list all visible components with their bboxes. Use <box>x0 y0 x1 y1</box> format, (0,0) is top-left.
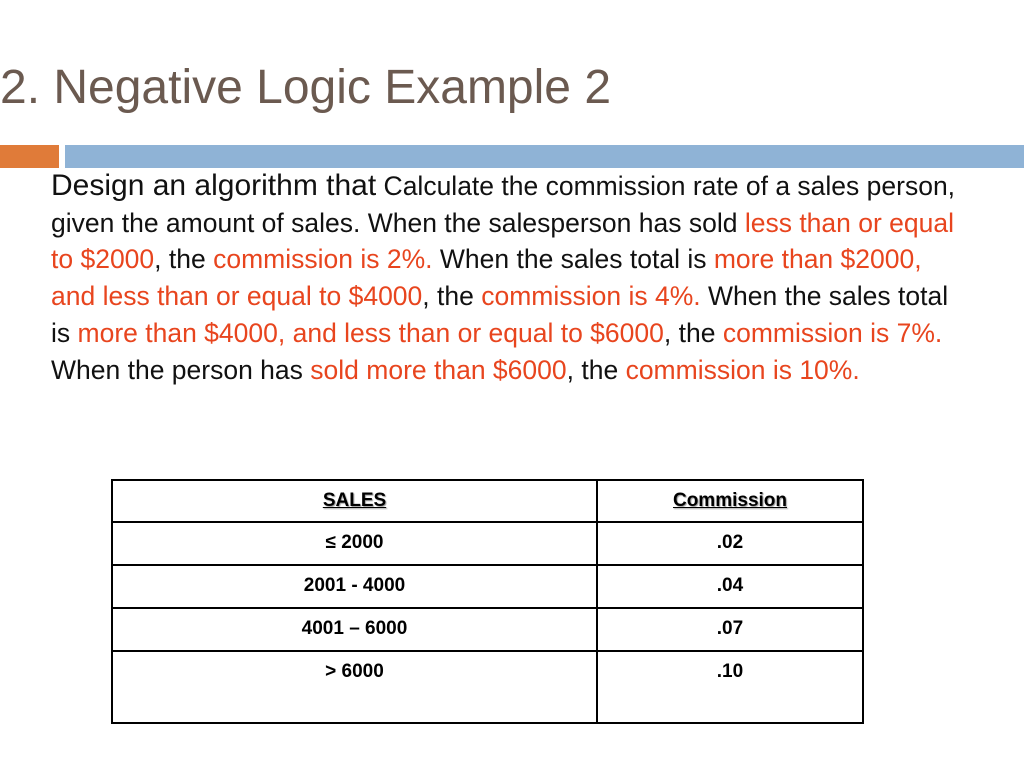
statement-text: , the <box>154 244 214 275</box>
highlight-condition-3: more than $4000, and less than or equal to $6000 <box>77 317 664 348</box>
table-row <box>112 522 863 565</box>
sales-cell: 4001 – 6000 <box>112 608 597 651</box>
sales-cell: > 6000 <box>112 651 597 723</box>
table-row <box>112 565 863 608</box>
highlight-rate-4: commission is 10%. <box>625 354 860 385</box>
statement-text: When the sales total is <box>51 281 949 348</box>
table-row <box>112 651 863 723</box>
commission-cell: .10 <box>597 651 863 723</box>
highlight-condition-2: more than $2000, and less than or equal to $4000 <box>51 244 922 312</box>
sales-cell: ≤ 2000 <box>112 522 597 565</box>
statement-text: , the <box>566 354 626 385</box>
commission-cell: .07 <box>597 608 863 651</box>
highlight-rate-1: commission is 2%. <box>213 244 433 275</box>
commission-table <box>111 479 864 724</box>
blue-accent-bar <box>65 145 1024 168</box>
orange-accent-bar <box>0 145 59 168</box>
statement-text: Calculate the commission rate of a sales person, given the amount of sales. When the salesperson has sold <box>51 171 956 238</box>
table-header-row <box>112 480 863 522</box>
header-sales: SALES <box>112 480 597 522</box>
statement-text: When the sales total is <box>432 244 714 275</box>
header-commission: Commission <box>597 480 863 522</box>
commission-cell: .02 <box>597 522 863 565</box>
commission-cell: .04 <box>597 565 863 608</box>
statement-text: , the <box>663 317 723 348</box>
problem-statement <box>51 168 956 388</box>
statement-text: When the person has <box>51 354 311 385</box>
highlight-condition-1: less than or equal to $2000 <box>51 207 955 275</box>
table-row <box>112 608 863 651</box>
sales-cell: 2001 - 4000 <box>112 565 597 608</box>
lead-phrase: Design an algorithm that <box>51 169 377 202</box>
highlight-condition-4: sold more than $6000 <box>310 354 567 385</box>
highlight-rate-3: commission is 7%. <box>722 317 943 348</box>
statement-text: , the <box>422 281 482 312</box>
slide-title: 2. Negative Logic Example 2 <box>0 61 612 114</box>
highlight-rate-2: commission is 4%. <box>481 281 701 312</box>
